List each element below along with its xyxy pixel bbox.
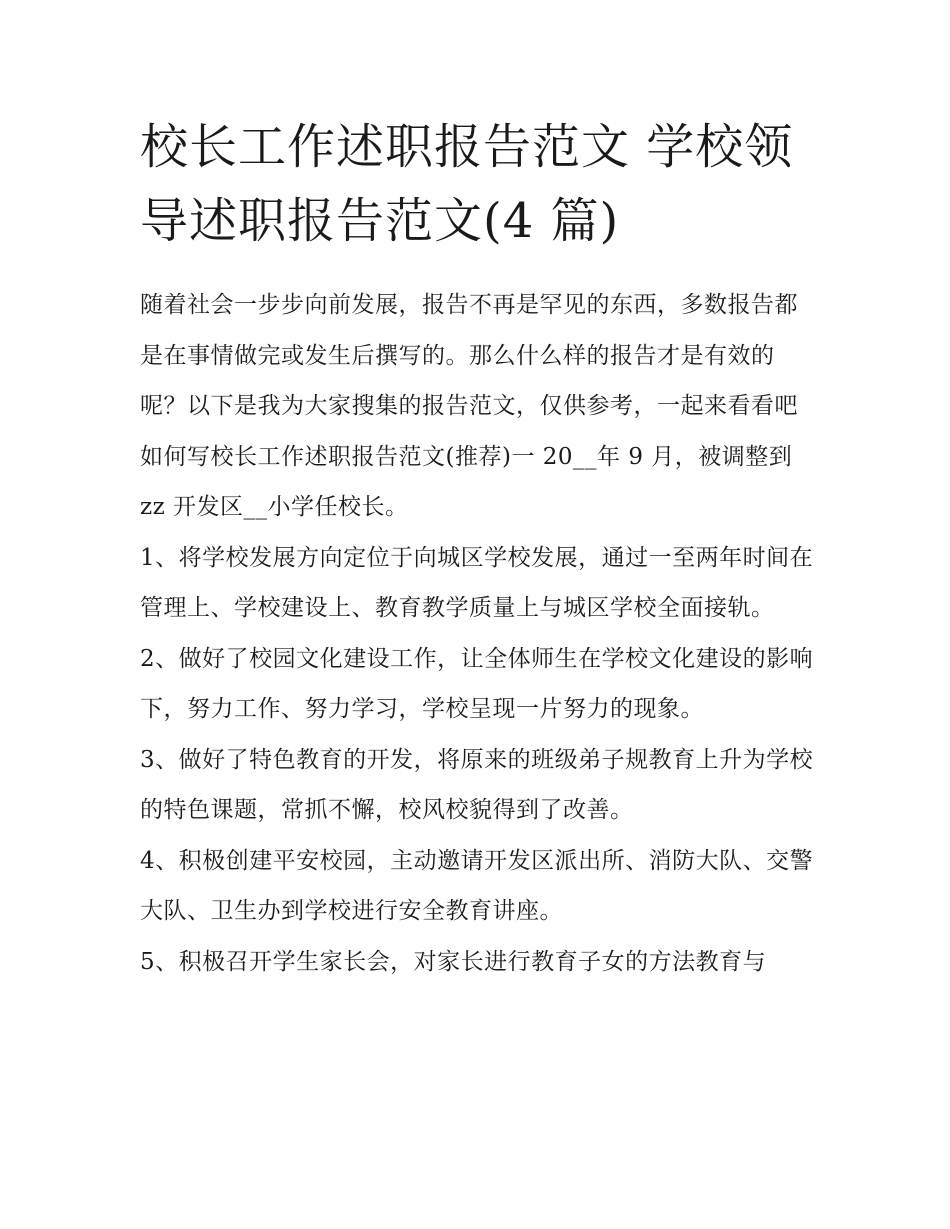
paragraph-item-5: 5、积极召开学生家长会，对家长进行教育子女的方法教育与 xyxy=(140,948,767,975)
document-title: 校长工作述职报告范文 学校领导述职报告范文(4 篇) xyxy=(140,119,794,249)
paragraph-opening: 如何写校长工作述职报告范文(推荐)一 20__年 9 月，被调整到 zz 开发区__小学任校长。 xyxy=(140,443,793,520)
paragraph-item-2: 2、做好了校园文化建设工作，让全体师生在学校文化建设的影响下，努力工作、努力学习，学校呈现一片努力的现象。 xyxy=(140,645,814,722)
paragraph-item-3: 3、做好了特色教育的开发，将原来的班级弟子规教育上升为学校的特色课题，常抓不懈，校风校貌得到了改善。 xyxy=(140,746,814,823)
paragraph-item-1: 1、将学校发展方向定位于向城区学校发展，通过一至两年时间在管理上、学校建设上、教育教学质量上与城区学校全面接轨。 xyxy=(140,544,814,621)
paragraph-intro: 随着社会一步步向前发展，报告不再是罕见的东西，多数报告都是在事情做完或发生后撰写的。那么什么样的报告才是有效的呢？以下是我为大家搜集的报告范文，仅供参考，一起来看看吧 xyxy=(140,292,798,419)
paragraph-item-4: 4、积极创建平安校园，主动邀请开发区派出所、消防大队、交警大队、卫生办到学校进行安全教育讲座。 xyxy=(140,847,814,924)
document-body xyxy=(140,110,820,987)
